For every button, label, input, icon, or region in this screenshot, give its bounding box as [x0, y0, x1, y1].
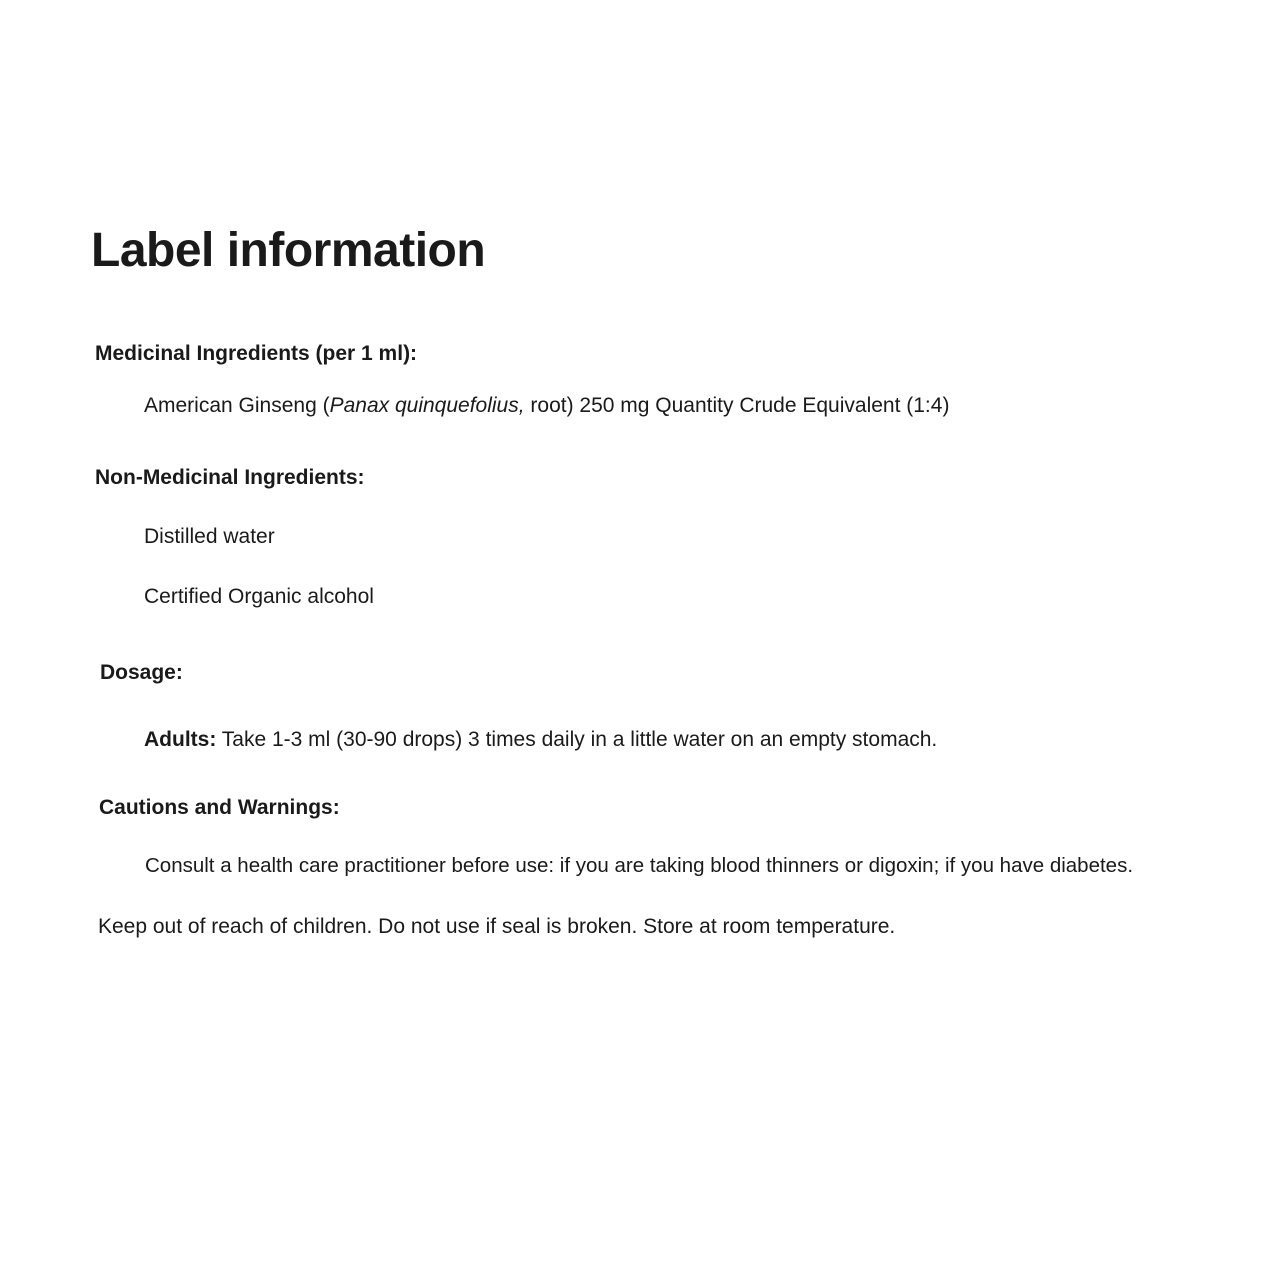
ingredient-prefix: American Ginseng (: [144, 394, 330, 417]
cautions-storage-text: Keep out of reach of children. Do not use if seal is broken. Store at room temperature.: [98, 915, 896, 938]
dosage-heading: Dosage:: [100, 661, 183, 684]
page-title: Label information: [91, 224, 486, 277]
ingredient-suffix: root) 250 mg Quantity Crude Equivalent (1:4): [524, 394, 950, 417]
dosage-adults-text: Take 1-3 ml (30-90 drops) 3 times daily in a little water on an empty stomach.: [216, 728, 938, 751]
dosage-adults-label: Adults:: [144, 728, 217, 751]
non-medicinal-ingredients-heading: Non-Medicinal Ingredients:: [95, 466, 365, 489]
medicinal-ingredient-line: [144, 393, 949, 418]
ingredient-latin-name: Panax quinquefolius,: [329, 394, 525, 417]
cautions-consult-text: Consult a health care practitioner before use: if you are taking blood thinners or digoxin; if you have diabetes.: [145, 854, 1134, 877]
non-medicinal-item: Distilled water: [144, 525, 275, 548]
medicinal-ingredients-heading: Medicinal Ingredients (per 1 ml):: [95, 342, 418, 365]
non-medicinal-item: Certified Organic alcohol: [144, 585, 374, 608]
cautions-heading: Cautions and Warnings:: [99, 796, 340, 819]
dosage-adults-line: [144, 727, 937, 752]
